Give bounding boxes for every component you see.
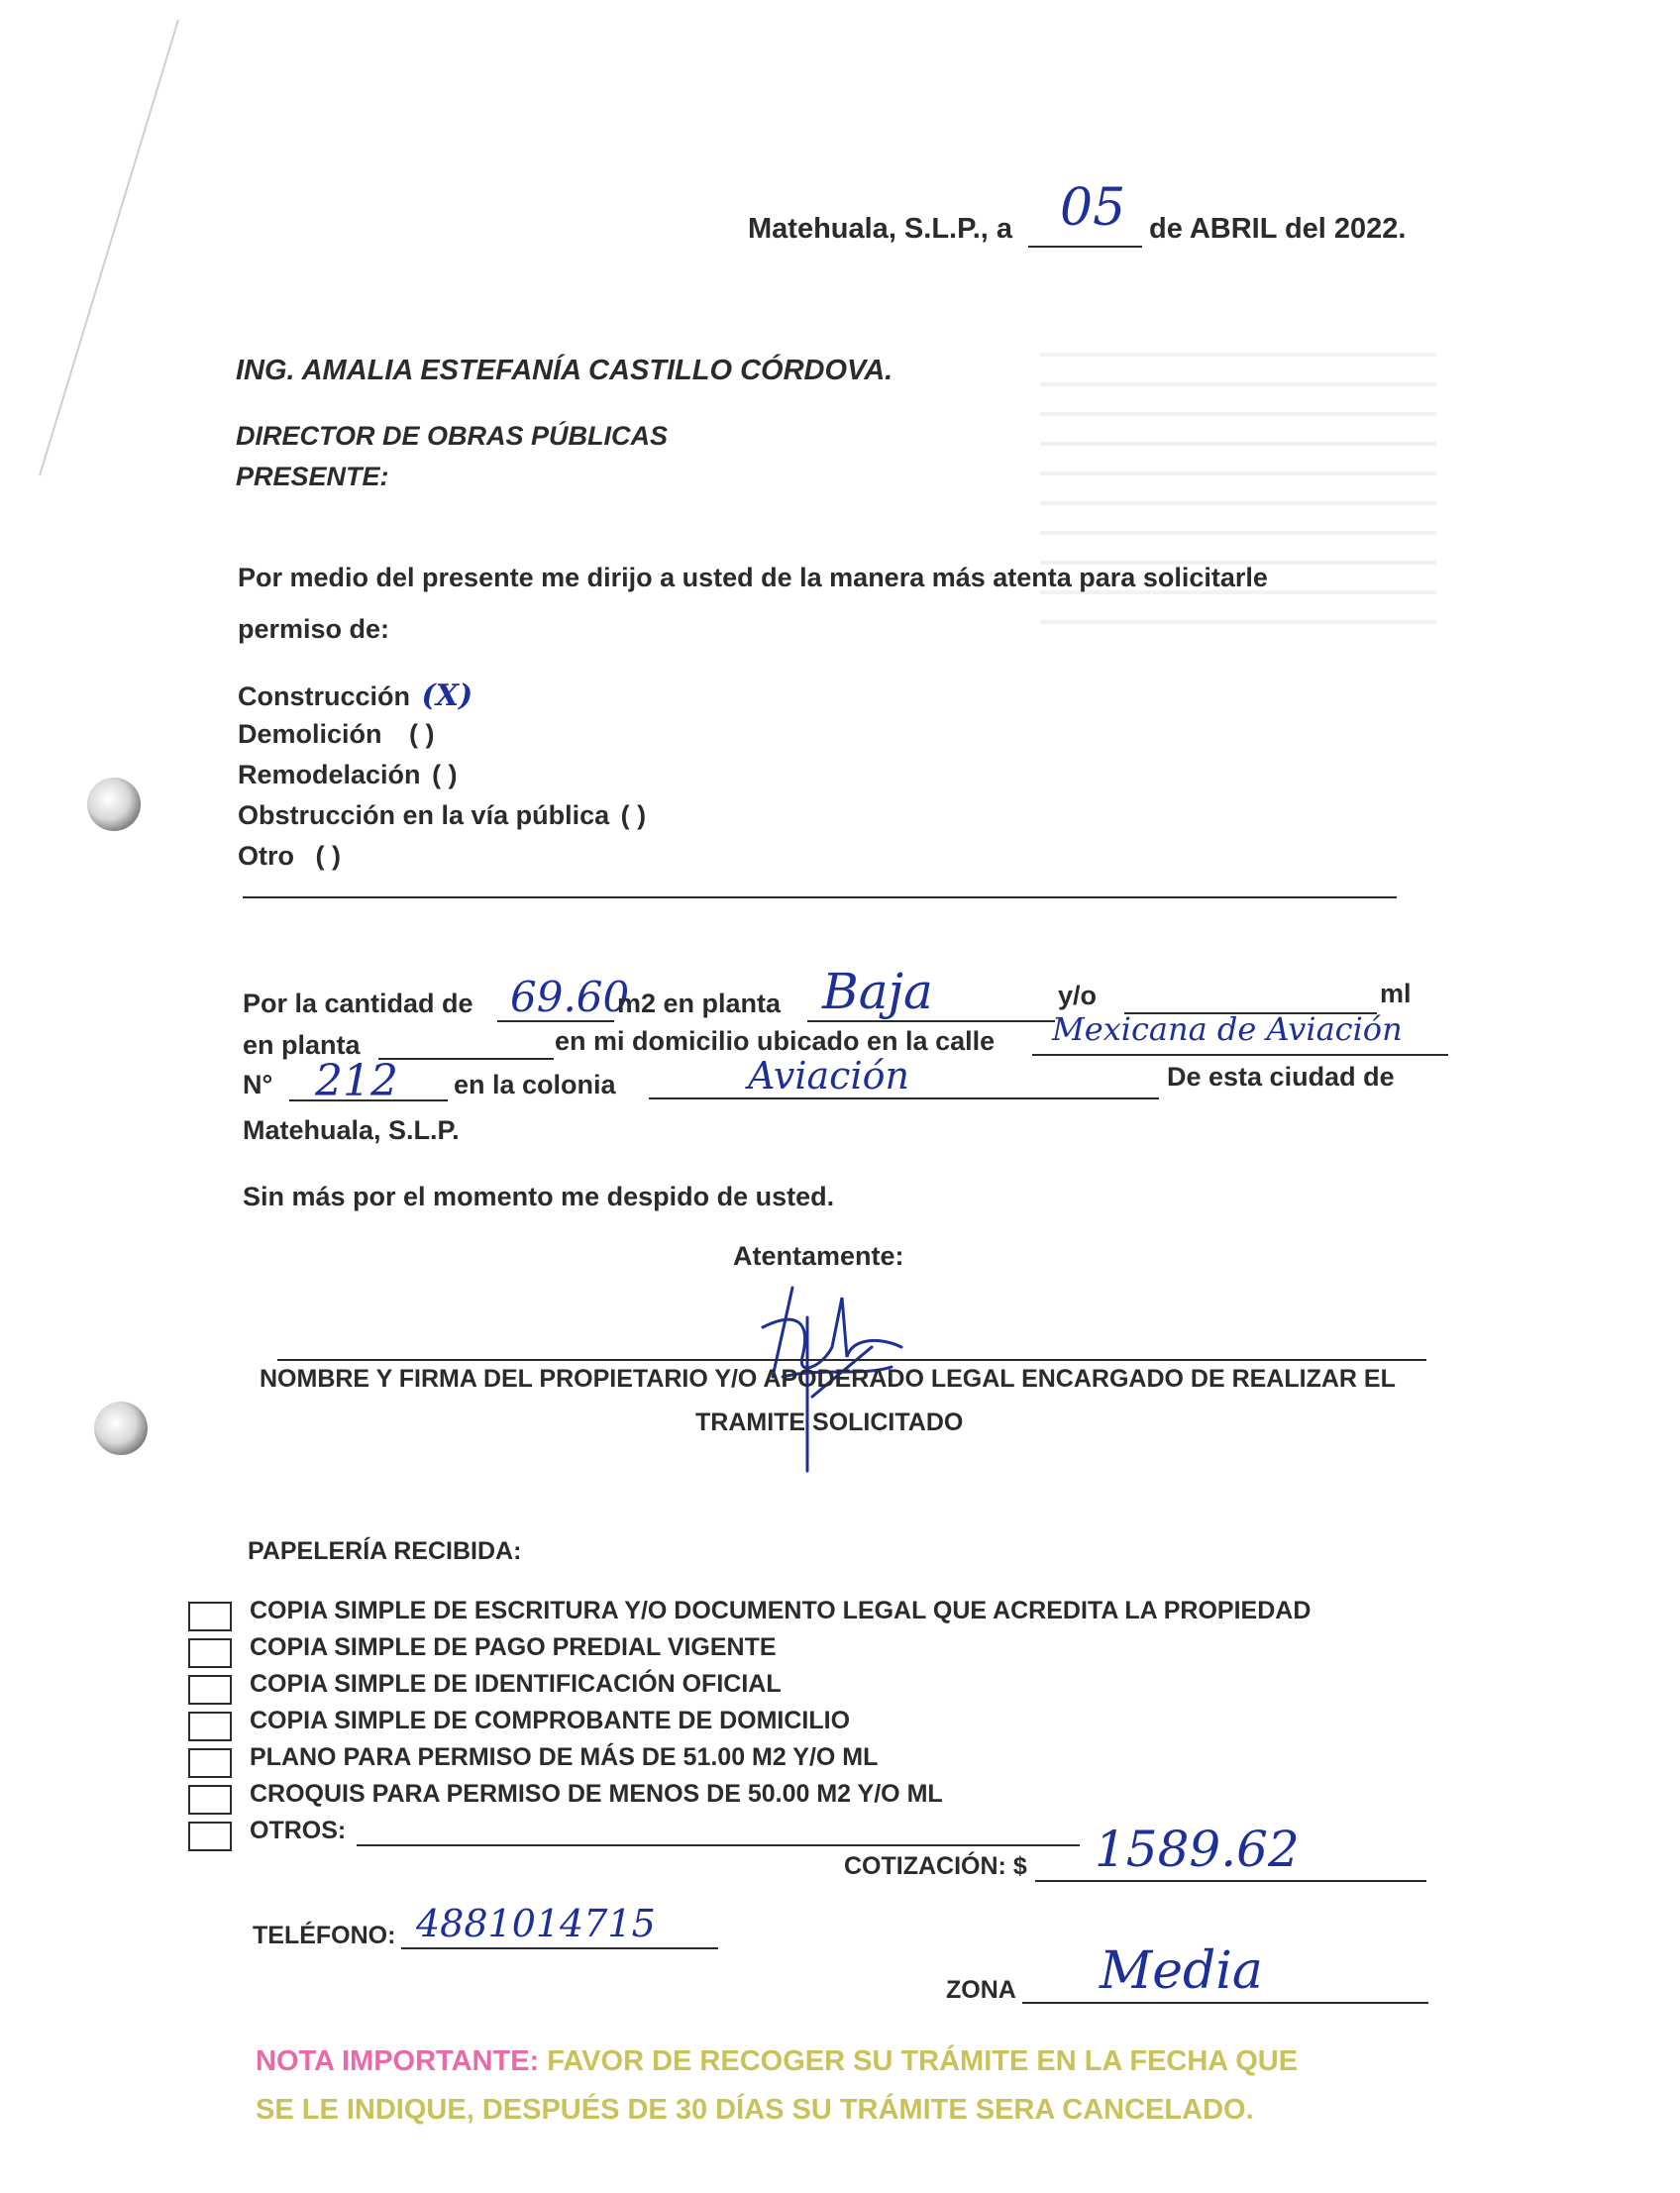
checkbox-identificacion[interactable] [188, 1675, 232, 1705]
telefono-label: TELÉFONO: [253, 1922, 396, 1949]
permit-type-label: Construcción [238, 681, 411, 711]
m2-label: m2 en planta [617, 989, 782, 1018]
colonia-underline [649, 1097, 1159, 1099]
papeleria-item-predial: COPIA SIMPLE DE PAGO PREDIAL VIGENTE [250, 1633, 777, 1661]
zona-value: Media [1100, 1941, 1263, 2001]
quantity-label: Por la cantidad de [243, 989, 473, 1018]
checkbox-otros[interactable] [188, 1822, 232, 1851]
ml-label: ml [1380, 979, 1412, 1008]
papeleria-title: PAPELERÍA RECIBIDA: [248, 1537, 522, 1565]
papeleria-item-domicilio: COPIA SIMPLE DE COMPROBANTE DE DOMICILIO [250, 1707, 851, 1734]
addressee-position: DIRECTOR DE OBRAS PÚBLICAS [236, 421, 669, 451]
signature-line [277, 1359, 1426, 1361]
nota-text-1: FAVOR DE RECOGER SU TRÁMITE EN LA FECHA QUE [547, 2045, 1299, 2077]
farewell-text: Sin más por el momento me despido de usted. [243, 1182, 835, 1211]
day-handwritten: 05 [1060, 178, 1126, 238]
punch-hole-bottom [94, 1402, 148, 1455]
permit-type-demolicion [238, 719, 435, 750]
nota-line-1 [256, 2045, 1298, 2078]
permit-type-label: Otro [238, 841, 294, 871]
zona-label: ZONA [946, 1976, 1016, 2004]
permit-type-remodelacion [238, 760, 458, 790]
permit-type-obstruccion [238, 800, 646, 831]
planta-value: Baja [822, 963, 933, 1020]
permit-type-mark: ( ) [620, 800, 647, 830]
checkbox-plano[interactable] [188, 1748, 232, 1778]
papeleria-item-escritura: COPIA SIMPLE DE ESCRITURA Y/O DOCUMENTO LEGAL QUE ACREDITA LA PROPIEDAD [250, 1597, 1312, 1624]
cotizacion-label: COTIZACIÓN: $ [844, 1852, 1027, 1880]
permit-type-construccion [238, 679, 472, 713]
checkbox-escritura[interactable] [188, 1602, 232, 1631]
street-underline [1032, 1054, 1448, 1056]
checkbox-domicilio[interactable] [188, 1712, 232, 1741]
telefono-value: 4881014715 [416, 1902, 656, 1945]
permit-type-mark: ( ) [432, 760, 458, 789]
planta-underline [807, 1020, 1055, 1022]
date-prefix: Matehuala, S.L.P., a [748, 213, 1013, 245]
permit-type-mark: ( ) [409, 719, 435, 749]
city-value: Matehuala, S.L.P. [243, 1115, 460, 1145]
permit-type-mark: ( ) [315, 841, 341, 871]
day-underline [1028, 246, 1142, 248]
colonia-label: en la colonia [454, 1070, 616, 1099]
signature-caption-line-2: TRAMITE SOLICITADO [695, 1409, 964, 1436]
colonia-value: Aviación [748, 1054, 909, 1097]
punch-hole-top [87, 778, 141, 831]
permit-type-label: Obstrucción en la vía pública [238, 800, 610, 830]
date-suffix: de ABRIL del 2022. [1149, 213, 1407, 245]
telefono-underline [401, 1947, 718, 1949]
fold-line-decoration [0, 0, 198, 495]
number-label: N° [243, 1070, 273, 1099]
otro-underline [243, 896, 1397, 898]
zona-underline [1022, 2002, 1428, 2004]
domicilio-label: en mi domicilio ubicado en la calle [555, 1026, 996, 1056]
papeleria-item-croquis: CROQUIS PARA PERMISO DE MENOS DE 50.00 M2 Y/O ML [250, 1780, 943, 1808]
nota-label: NOTA IMPORTANTE: [256, 2045, 540, 2077]
addressee-presente: PRESENTE: [236, 462, 389, 491]
quantity-value: 69.60 [510, 973, 630, 1021]
permit-type-label: Remodelación [238, 760, 421, 789]
signature-caption-line-1: NOMBRE Y FIRMA DEL PROPIETARIO Y/O APODERADO LEGAL ENCARGADO DE REALIZAR EL [260, 1365, 1396, 1393]
permit-type-mark-checked: (X) [421, 679, 473, 713]
papeleria-item-identificacion: COPIA SIMPLE DE IDENTIFICACIÓN OFICIAL [250, 1670, 782, 1698]
permit-type-otro [238, 841, 341, 872]
intro-line-2: permiso de: [238, 614, 390, 644]
street-value: Mexicana de Aviación [1052, 1010, 1403, 1048]
nota-line-2: SE LE INDIQUE, DESPUÉS DE 30 DÍAS SU TRÁMITE SERA CANCELADO. [256, 2094, 1254, 2126]
atentamente-label: Atentamente: [733, 1241, 904, 1271]
cotizacion-value: 1589.62 [1095, 1821, 1300, 1878]
cotizacion-underline [1035, 1880, 1426, 1882]
checkbox-predial[interactable] [188, 1638, 232, 1668]
otros-underline [357, 1844, 1080, 1846]
permit-type-label: Demolición [238, 719, 382, 749]
yo-label: y/o [1058, 981, 1098, 1010]
city-label: De esta ciudad de [1167, 1062, 1395, 1092]
en-planta-underline [378, 1058, 554, 1060]
en-planta-label: en planta [243, 1030, 361, 1060]
number-value: 212 [315, 1056, 398, 1106]
papeleria-item-otros: OTROS: [250, 1817, 347, 1844]
checkbox-croquis[interactable] [188, 1785, 232, 1815]
papeleria-item-plano: PLANO PARA PERMISO DE MÁS DE 51.00 M2 Y/O ML [250, 1743, 879, 1771]
intro-line-1: Por medio del presente me dirijo a usted de la manera más atenta para solicitarle [238, 563, 1268, 592]
addressee-name: ING. AMALIA ESTEFANÍA CASTILLO CÓRDOVA. [236, 355, 893, 386]
